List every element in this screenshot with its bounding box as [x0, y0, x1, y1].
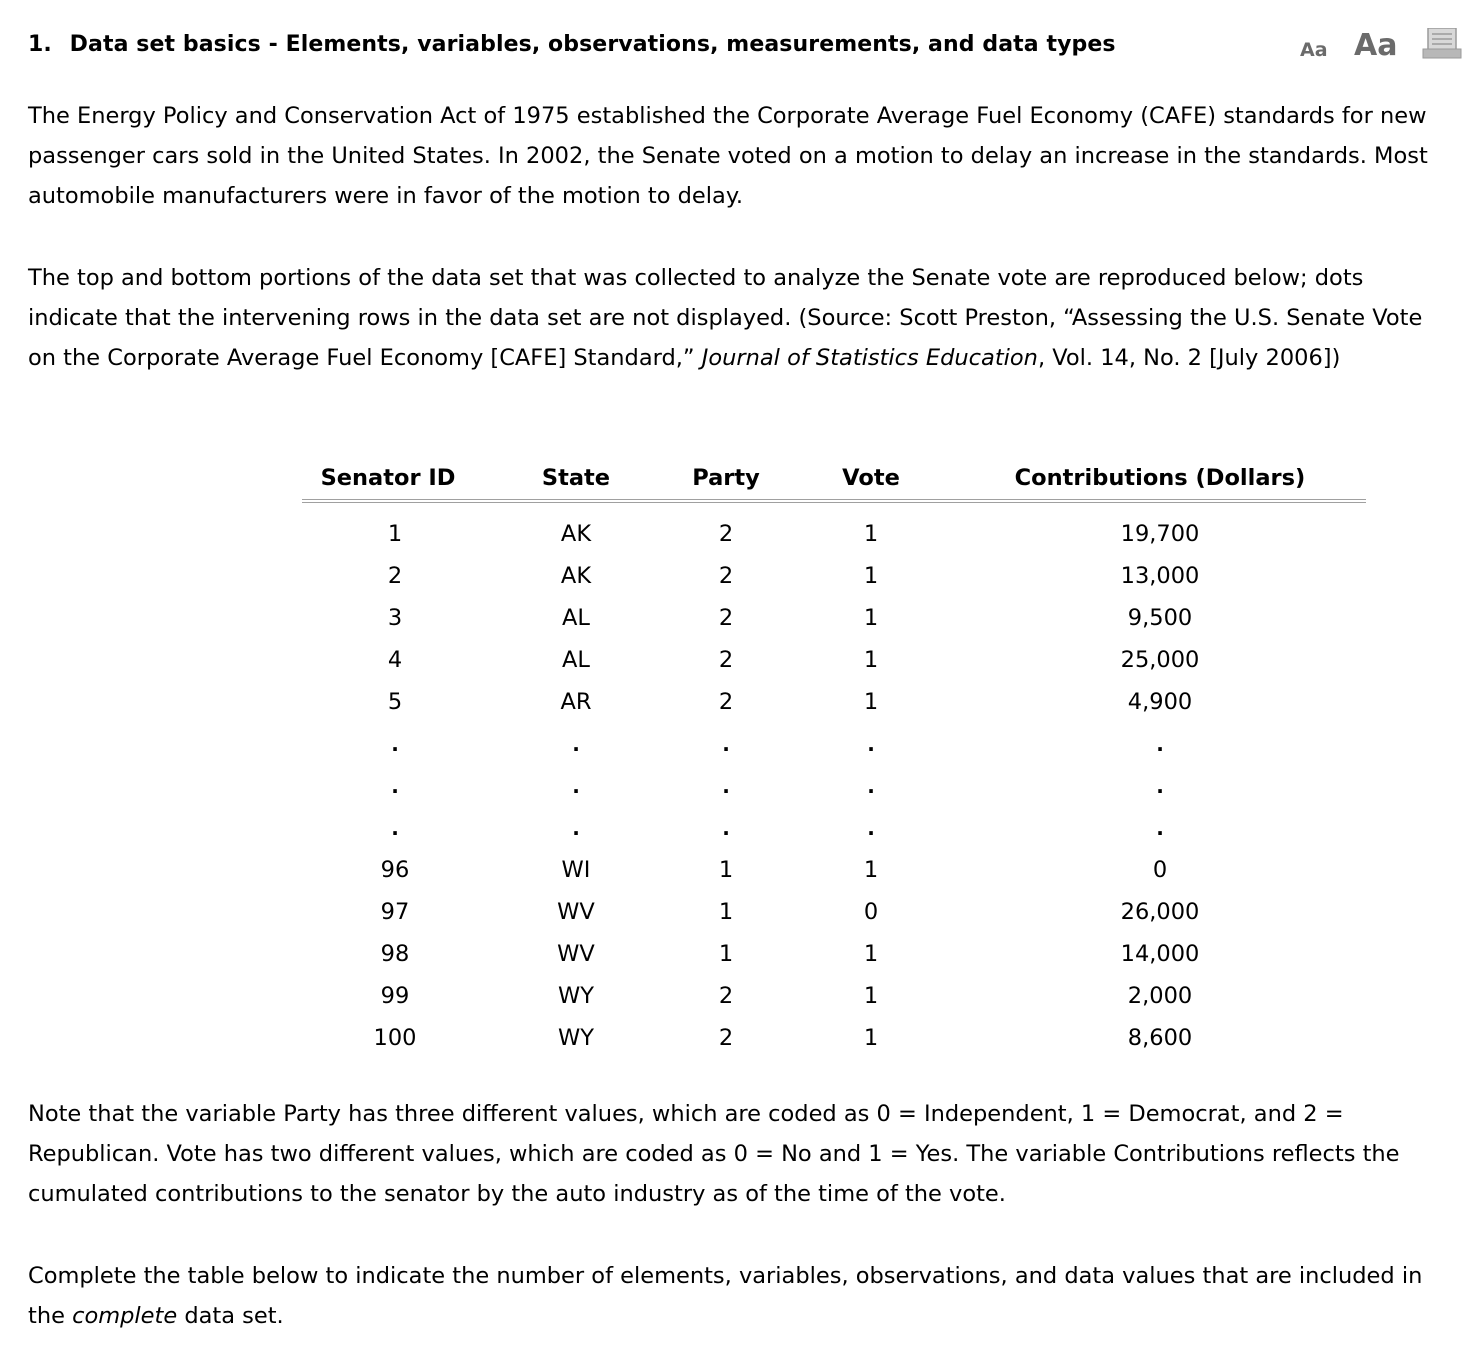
cell-senator-id: .: [391, 774, 399, 798]
cell-contributions: 9,500: [1127, 605, 1193, 631]
cell-state: WV: [557, 941, 595, 967]
question-header: [28, 28, 1462, 68]
ellipsis-row: [302, 807, 1366, 849]
cell-party: 2: [718, 521, 734, 547]
cell-senator-id: .: [391, 816, 399, 840]
source-text: The top and bottom portions of the data set that was collected to analyze the Senate vote are reproduced below; dots indicate that the intervening rows in the data set are not displayed. (Source: Scott Preston, “Assessing the U.S. Senate Vote on the Corporate Average Fuel Economy [CAFE] Standard,”: [28, 265, 1423, 371]
cell-senator-id: 2: [387, 563, 403, 589]
cell-vote: 1: [863, 605, 879, 631]
cell-party: 2: [718, 1025, 734, 1051]
cell-party: 2: [718, 647, 734, 673]
cell-party: 1: [718, 941, 734, 967]
cell-party: 1: [718, 899, 734, 925]
question-title-text: Data set basics - Elements, variables, observations, measurements, and data types: [69, 32, 1116, 57]
cell-contributions: .: [1156, 816, 1164, 840]
table-row: [302, 681, 1366, 723]
cell-party: .: [722, 774, 730, 798]
question-number: 1.: [28, 32, 52, 57]
source-citation: , Vol. 14, No. 2 [July 2006]): [1037, 345, 1341, 371]
cell-state: WV: [557, 899, 595, 925]
cell-contributions: 25,000: [1120, 647, 1200, 673]
cell-state: AK: [560, 563, 592, 589]
cell-contributions: .: [1156, 732, 1164, 756]
cell-state: AL: [562, 647, 590, 673]
cell-party: .: [722, 732, 730, 756]
cell-state: .: [572, 732, 580, 756]
cell-senator-id: .: [391, 732, 399, 756]
table-row: [302, 639, 1366, 681]
table-row: [302, 849, 1366, 891]
cell-senator-id: 98: [380, 941, 410, 967]
cell-contributions: 19,700: [1120, 521, 1200, 547]
table-row: [302, 933, 1366, 975]
cell-senator-id: 3: [387, 605, 403, 631]
cell-state: AK: [560, 521, 592, 547]
instruction-emphasis: complete: [72, 1303, 178, 1329]
journal-title: Journal of Statistics Education: [701, 345, 1038, 371]
ellipsis-row: [302, 765, 1366, 807]
cell-party: .: [722, 816, 730, 840]
cell-vote: 1: [863, 647, 879, 673]
cell-contributions: 4,900: [1127, 689, 1193, 715]
cell-vote: .: [867, 774, 875, 798]
table-row: [302, 597, 1366, 639]
intro-paragraph: The Energy Policy and Conservation Act of 1975 established the Corporate Average Fuel Economy (CAFE) standards for new passenger cars sold in the United States. In 2002, the Senate voted on a motion to delay an increase in the standards. Most automobile manufacturers were in favor of the motion to delay.: [28, 103, 1428, 209]
cell-state: .: [572, 774, 580, 798]
cell-vote: 1: [863, 689, 879, 715]
instruction-paragraph: [28, 1256, 1454, 1336]
cell-contributions: 14,000: [1120, 941, 1200, 967]
cell-contributions: 26,000: [1120, 899, 1200, 925]
source-paragraph: [28, 258, 1454, 378]
cell-contributions: 8,600: [1127, 1025, 1193, 1051]
cell-vote: 1: [863, 941, 879, 967]
cell-senator-id: 100: [373, 1025, 417, 1051]
cell-contributions: .: [1156, 774, 1164, 798]
cell-senator-id: 96: [380, 857, 410, 883]
table-row: [302, 555, 1366, 597]
column-header-contributions: Contributions (Dollars): [1014, 465, 1306, 491]
cell-vote: 1: [863, 983, 879, 1009]
cell-vote: 1: [863, 857, 879, 883]
cell-vote: 1: [863, 1025, 879, 1051]
cell-vote: .: [867, 816, 875, 840]
cell-state: WI: [561, 857, 591, 883]
column-header-party: Party: [692, 465, 760, 491]
cell-state: AL: [562, 605, 590, 631]
cell-state: AR: [560, 689, 592, 715]
column-header-vote: Vote: [842, 465, 900, 491]
table-row: [302, 891, 1366, 933]
variable-coding-note: Note that the variable Party has three different values, which are coded as 0 = Independent, 1 = Democrat, and 2 = Republican. Vote has two different values, which are coded as 0 = No and 1 = Yes. The variable Contributions reflects the cumulated contributions to the senator by the auto industry as of the time of the vote.: [28, 1101, 1400, 1207]
cell-contributions: 0: [1152, 857, 1168, 883]
cell-state: WY: [558, 1025, 594, 1051]
cell-party: 2: [718, 605, 734, 631]
column-header-state: State: [541, 465, 611, 491]
cell-senator-id: 5: [387, 689, 403, 715]
column-header-senator-id: Senator ID: [320, 465, 456, 491]
cell-contributions: 2,000: [1127, 983, 1193, 1009]
cell-vote: 1: [863, 521, 879, 547]
ellipsis-row: [302, 723, 1366, 765]
cell-party: 2: [718, 689, 734, 715]
print-icon[interactable]: [1422, 28, 1462, 58]
cell-senator-id: 97: [380, 899, 410, 925]
cell-state: WY: [558, 983, 594, 1009]
table-row: [302, 1017, 1366, 1059]
increase-font-button[interactable]: Aa: [1354, 28, 1398, 63]
instruction-text-end: data set.: [177, 1303, 284, 1329]
table-row: [302, 501, 1366, 555]
cell-vote: 1: [863, 563, 879, 589]
senate-vote-table: [302, 457, 1366, 1059]
cell-contributions: 13,000: [1120, 563, 1200, 589]
cell-party: 2: [718, 983, 734, 1009]
cell-vote: 0: [863, 899, 879, 925]
table-header-row: [302, 457, 1366, 501]
cell-senator-id: 1: [387, 521, 403, 547]
instruction-text: Complete the table below to indicate the number of elements, variables, observations, and data values that are included in the: [28, 1263, 1423, 1329]
decrease-font-button[interactable]: Aa: [1300, 39, 1328, 61]
cell-party: 1: [718, 857, 734, 883]
cell-senator-id: 99: [380, 983, 410, 1009]
cell-state: .: [572, 816, 580, 840]
cell-senator-id: 4: [387, 647, 403, 673]
table-row: [302, 975, 1366, 1017]
question-title: [28, 32, 1116, 57]
cell-vote: .: [867, 732, 875, 756]
cell-party: 2: [718, 563, 734, 589]
